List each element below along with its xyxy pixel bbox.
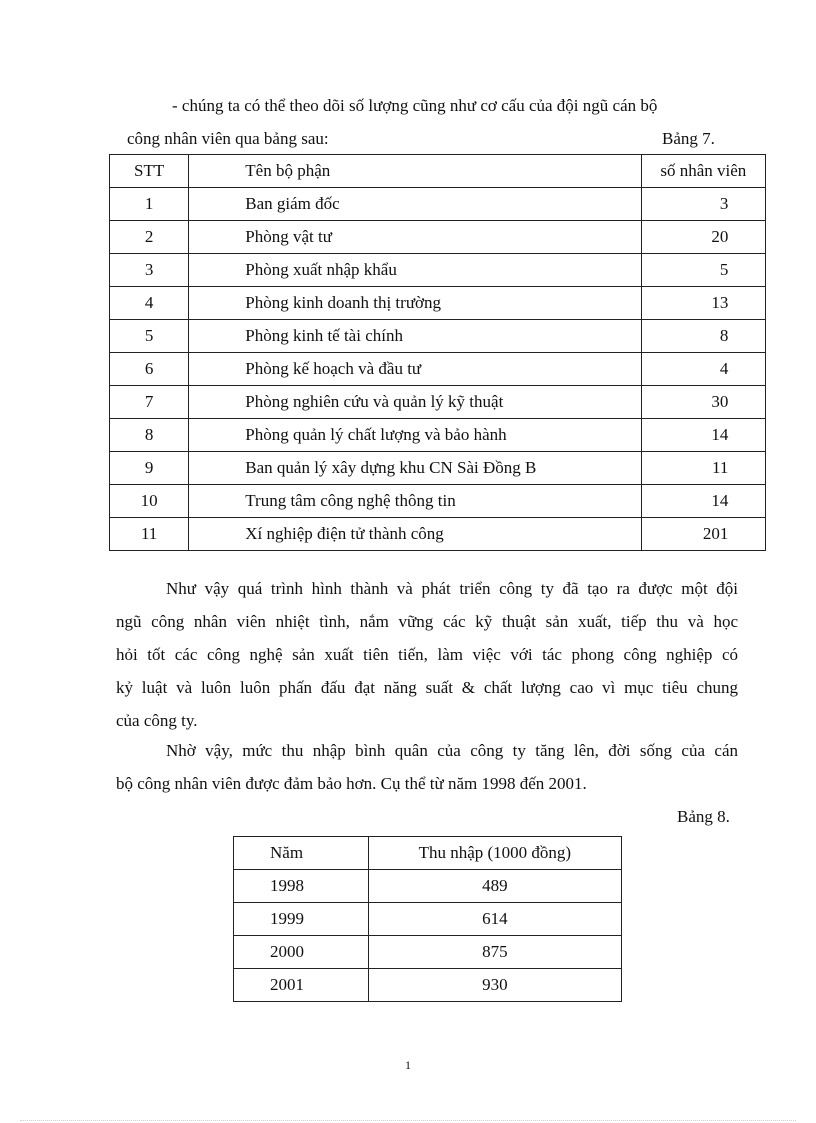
table-row: [110, 386, 766, 419]
cell-department: Trung tâm công nghệ thông tin: [189, 485, 641, 518]
cell-department: Ban quản lý xây dựng khu CN Sài Đồng B: [189, 452, 641, 485]
table-row: [234, 870, 622, 903]
footer-divider: [20, 1120, 796, 1121]
cell-department: Xí nghiệp điện tử thành công: [189, 518, 641, 551]
cell-stt: 11: [110, 518, 189, 551]
cell-department: Phòng kinh tế tài chính: [189, 320, 641, 353]
table-row: [110, 254, 766, 287]
cell-department: Phòng kế hoạch và đầu tư: [189, 353, 641, 386]
paragraph1-line-3: hỏi tốt các công nghệ sản xuất tiên tiến, làm việc với tác phong công nghiệp có: [116, 645, 738, 664]
cell-stt: 3: [110, 254, 189, 287]
cell-count: 5: [719, 260, 729, 279]
cell-stt: 2: [110, 221, 189, 254]
cell-count: 14: [711, 425, 729, 444]
cell-count: 3: [719, 194, 729, 213]
table-staff-by-department: [109, 154, 766, 551]
cell-count-wrap: [641, 221, 765, 254]
header-staff-count: số nhân viên: [641, 155, 765, 188]
table8-label: Bảng 8.: [677, 807, 730, 826]
cell-department: Phòng quản lý chất lượng và bảo hành: [189, 419, 641, 452]
cell-count: 13: [711, 293, 729, 312]
table-row: [110, 287, 766, 320]
table-row: [234, 936, 622, 969]
table-header-row: [234, 837, 622, 870]
cell-count-wrap: [641, 188, 765, 221]
cell-department: Phòng xuất nhập khẩu: [189, 254, 641, 287]
cell-count-wrap: [641, 419, 765, 452]
cell-stt: 7: [110, 386, 189, 419]
table-row: [110, 452, 766, 485]
cell-count-wrap: [641, 287, 765, 320]
table-row: [234, 969, 622, 1002]
table-row: [110, 518, 766, 551]
header-year: Năm: [234, 837, 369, 870]
cell-year: 2001: [234, 969, 369, 1002]
table-row: [110, 320, 766, 353]
cell-stt: 1: [110, 188, 189, 221]
cell-count: 201: [702, 524, 729, 543]
cell-count: 8: [719, 326, 729, 345]
cell-stt: 4: [110, 287, 189, 320]
paragraph1-line-4: kỷ luật và luôn luôn phấn đấu đạt năng suất & chất lượng cao vì mục tiêu chung: [116, 678, 738, 697]
intro-line-2: công nhân viên qua bảng sau:: [127, 129, 329, 148]
page-number: 1: [405, 1058, 411, 1072]
cell-income: 489: [368, 870, 621, 903]
paragraph1-line-2: ngũ công nhân viên nhiệt tình, nắm vững các kỹ thuật sản xuất, tiếp thu và học: [116, 612, 738, 631]
cell-department: Phòng vật tư: [189, 221, 641, 254]
table7-label: Bảng 7.: [662, 129, 715, 148]
cell-stt: 10: [110, 485, 189, 518]
cell-count: 4: [719, 359, 729, 378]
cell-count-wrap: [641, 485, 765, 518]
cell-count-wrap: [641, 518, 765, 551]
cell-count: 30: [711, 392, 729, 411]
table-row: [110, 353, 766, 386]
cell-stt: 6: [110, 353, 189, 386]
paragraph2-line-1: Nhờ vậy, mức thu nhập bình quân của công ty tăng lên, đời sống của cán: [166, 741, 738, 760]
table-row: [110, 221, 766, 254]
cell-stt: 8: [110, 419, 189, 452]
cell-count-wrap: [641, 320, 765, 353]
table-income-by-year: [233, 836, 622, 1002]
cell-income: 614: [368, 903, 621, 936]
cell-stt: 5: [110, 320, 189, 353]
cell-count-wrap: [641, 254, 765, 287]
table-row: [110, 188, 766, 221]
cell-count: 20: [711, 227, 729, 246]
cell-department: Phòng kinh doanh thị trường: [189, 287, 641, 320]
cell-count-wrap: [641, 353, 765, 386]
paragraph1-line-1: Như vậy quá trình hình thành và phát triển công ty đã tạo ra được một đội: [166, 579, 738, 598]
cell-year: 1999: [234, 903, 369, 936]
cell-department: Ban giám đốc: [189, 188, 641, 221]
table-row: [234, 903, 622, 936]
header-income: Thu nhập (1000 đồng): [368, 837, 621, 870]
paragraph1-line-5: của công ty.: [116, 711, 198, 730]
header-stt: STT: [110, 155, 189, 188]
header-department: Tên bộ phận: [189, 155, 641, 188]
cell-income: 930: [368, 969, 621, 1002]
cell-income: 875: [368, 936, 621, 969]
table-row: [110, 485, 766, 518]
table-header-row: [110, 155, 766, 188]
cell-count-wrap: [641, 452, 765, 485]
intro-line-1: - chúng ta có thể theo dõi số lượng cũng như cơ cấu của đội ngũ cán bộ: [172, 96, 658, 115]
cell-stt: 9: [110, 452, 189, 485]
cell-department: Phòng nghiên cứu và quản lý kỹ thuật: [189, 386, 641, 419]
cell-count: 11: [711, 458, 729, 477]
cell-year: 2000: [234, 936, 369, 969]
paragraph2-line-2: bộ công nhân viên được đảm bảo hơn. Cụ thể từ năm 1998 đến 2001.: [116, 774, 587, 793]
table-row: [110, 419, 766, 452]
cell-count: 14: [711, 491, 729, 510]
cell-count-wrap: [641, 386, 765, 419]
cell-year: 1998: [234, 870, 369, 903]
